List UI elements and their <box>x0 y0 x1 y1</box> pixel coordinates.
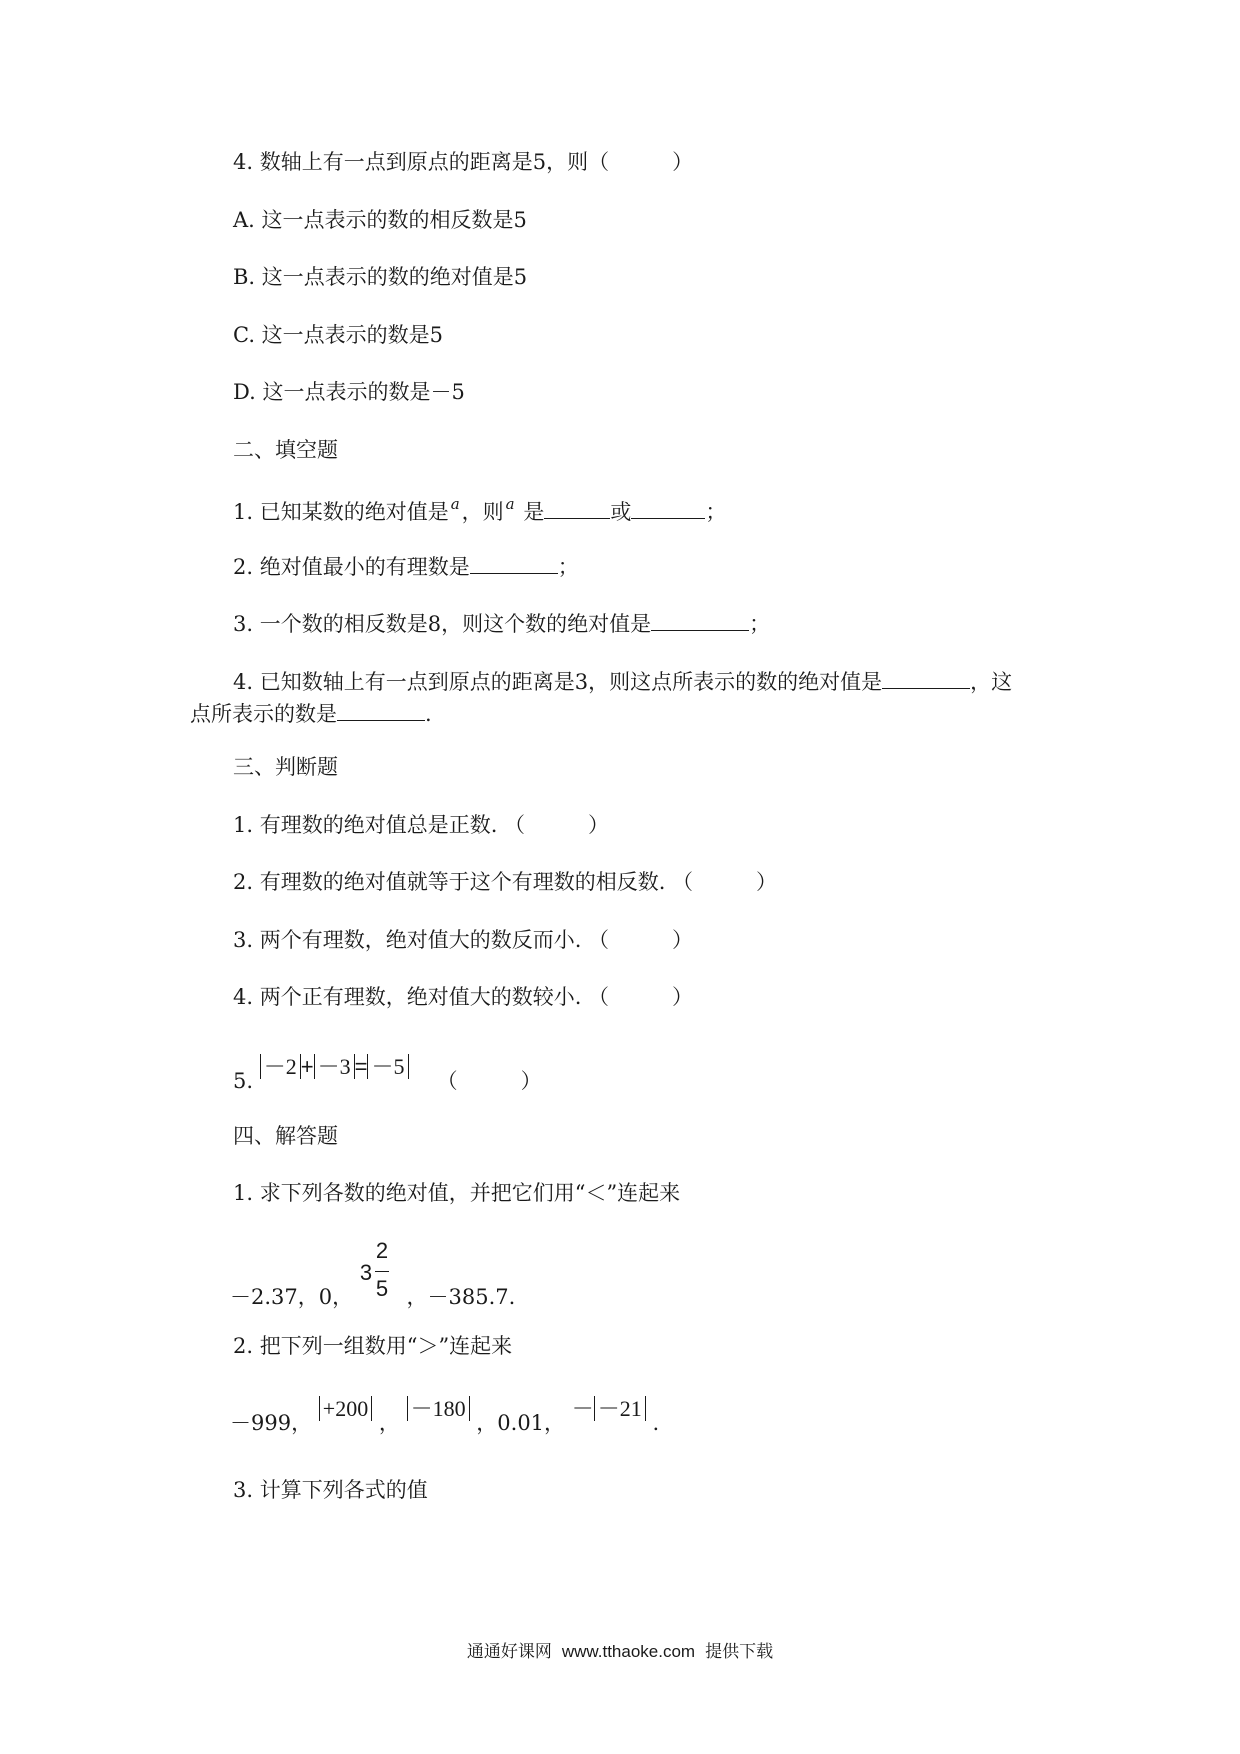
answer-question-1: 1. 求下列各数的绝对值，并把它们用“＜”连起来 <box>233 1181 681 1205</box>
numbers-suffix: ，－385.7. <box>406 1285 516 1309</box>
abs-minus-180 <box>407 1396 470 1421</box>
period: . <box>652 1411 660 1435</box>
variable-a: a <box>450 495 460 513</box>
choice-option-c: C. 这一点表示的数是5 <box>233 323 444 347</box>
fraction-bar <box>375 1271 389 1272</box>
fill-q1-mid: ，则 <box>461 500 504 524</box>
abs-term: －2 <box>260 1054 301 1079</box>
fraction-denominator: 5 <box>375 1276 389 1301</box>
choice-option-d: D. 这一点表示的数是－5 <box>233 380 465 404</box>
fill-q2-text: 2. 绝对值最小的有理数是 <box>233 555 470 579</box>
judge-section-heading: 三、判断题 <box>233 755 338 779</box>
abs-term: －21 <box>594 1396 646 1421</box>
abs-term: －3 <box>314 1054 355 1079</box>
judge-question-3: 3. 两个有理数，绝对值大的数反而小. （ ） <box>233 928 694 952</box>
neg-abs-minus-21 <box>572 1396 646 1421</box>
fill-q1-prefix: 1. 已知某数的绝对值是 <box>233 500 449 524</box>
fill-q1-or: 或 <box>610 500 632 524</box>
answer-blank <box>631 500 705 519</box>
abs-term: －180 <box>407 1396 470 1421</box>
footer-site-name: 通通好课网 <box>466 1642 552 1662</box>
absolute-value-equation <box>260 1054 415 1079</box>
judge-q5-paren: （ ） <box>436 1069 542 1093</box>
fraction-numerator: 2 <box>375 1238 389 1263</box>
numbers-prefix: －2.37，0， <box>230 1285 354 1309</box>
separator: ，0.01， <box>476 1411 566 1435</box>
footer-action: 提供下载 <box>705 1642 774 1662</box>
page-footer <box>0 1637 1240 1662</box>
answer-question-2: 2. 把下列一组数用“＞”连起来 <box>233 1334 513 1358</box>
variable-a: a <box>505 495 515 513</box>
answer-q2-numbers <box>230 1396 660 1435</box>
number-neg-999: －999， <box>230 1411 313 1435</box>
minus-sign: － <box>571 1396 594 1421</box>
judge-question-1: 1. 有理数的绝对值总是正数. （ ） <box>233 813 610 837</box>
fill-q4-line2: 点所表示的数是 <box>190 702 337 726</box>
equals-sign: = <box>354 1054 368 1079</box>
fill-question-1 <box>233 497 726 523</box>
fill-q3-text: 3. 一个数的相反数是8，则这个数的绝对值是 <box>233 612 652 636</box>
abs-plus-200 <box>319 1396 372 1421</box>
choice-option-a: A. 这一点表示的数的相反数是5 <box>233 208 527 232</box>
answer-blank <box>651 612 749 631</box>
fill-q1-is: 是 <box>523 500 545 524</box>
separator: ， <box>378 1411 400 1435</box>
answer-blank <box>470 555 558 574</box>
plus-sign: + <box>300 1054 314 1079</box>
judge-question-2: 2. 有理数的绝对值就等于这个有理数的相反数. （ ） <box>233 870 778 894</box>
judge-question-4: 4. 两个正有理数，绝对值大的数较小. （ ） <box>233 985 694 1009</box>
fill-question-3 <box>233 612 770 635</box>
judge-question-5 <box>233 1054 542 1093</box>
fill-question-4 <box>233 670 1012 693</box>
fill-section-heading: 二、填空题 <box>233 438 338 462</box>
fill-q4-text: 4. 已知数轴上有一点到原点的距离是3，则这点所表示的数的绝对值是 <box>233 670 883 694</box>
mixed-fraction <box>360 1240 400 1310</box>
judge-q5-number: 5. <box>233 1069 254 1093</box>
fill-q3-end: ； <box>749 612 771 636</box>
answer-q1-numbers <box>230 1240 515 1310</box>
fill-q1-end: ； <box>705 500 727 524</box>
answer-blank <box>882 670 970 689</box>
fill-q4-mid: ，这 <box>970 670 1013 694</box>
footer-url: www.tthaoke.com <box>561 1642 696 1661</box>
choice-option-b: B. 这一点表示的数的绝对值是5 <box>233 265 528 289</box>
answer-blank <box>337 702 425 721</box>
answer-blank <box>544 500 610 519</box>
answer-section-heading: 四、解答题 <box>233 1124 338 1148</box>
abs-term: +200 <box>319 1396 372 1421</box>
fill-question-4-continued <box>190 702 432 725</box>
answer-question-3: 3. 计算下列各式的值 <box>233 1478 428 1502</box>
choice-question-4: 4. 数轴上有一点到原点的距离是5，则（ ） <box>233 150 694 174</box>
fraction-whole: 3 <box>359 1260 373 1285</box>
fill-q2-end: ； <box>557 555 579 579</box>
abs-term: －5 <box>367 1054 408 1079</box>
fill-question-2 <box>233 555 579 578</box>
fill-q4-end: . <box>425 702 432 726</box>
